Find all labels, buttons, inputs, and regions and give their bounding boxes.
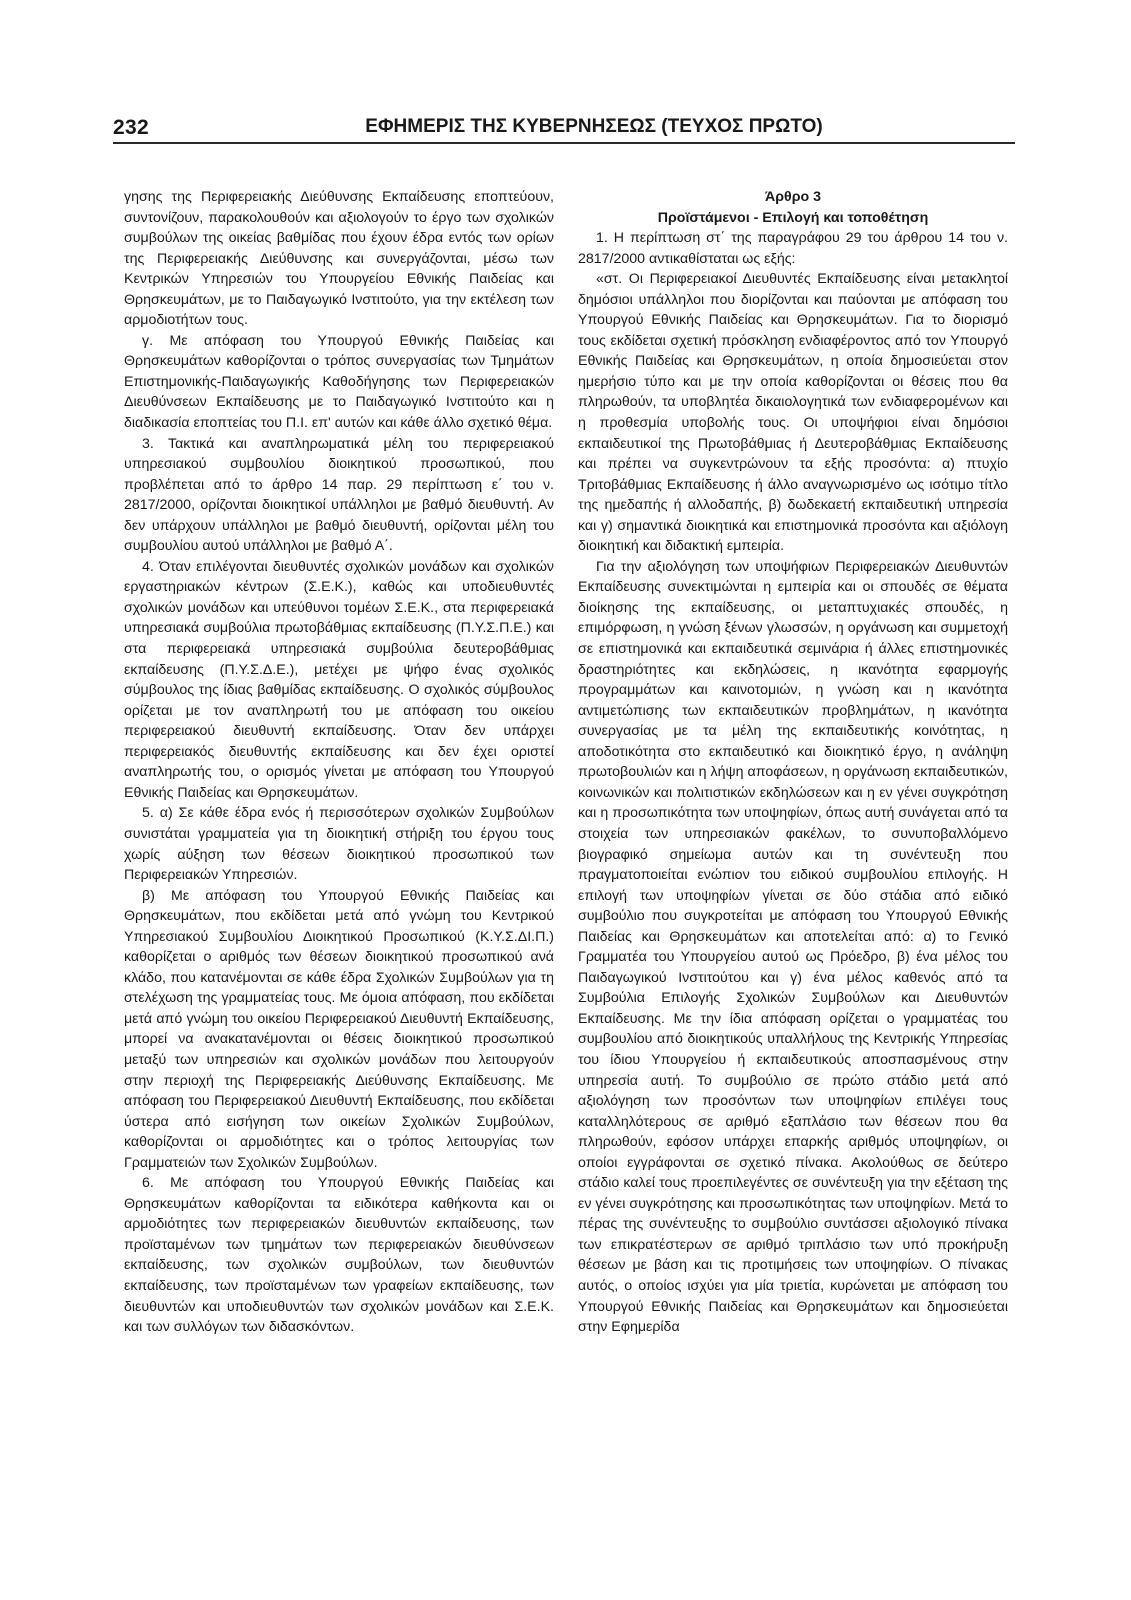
paragraph: γ. Με απόφαση του Υπουργού Εθνικής Παιδείας και Θρησκευμάτων καθορίζονται ο τρόπος συνεργασίας των Τμημάτων Επιστημονικής-Παιδαγωγικής Καθοδήγησης των Περιφερειακών Διευθύνσεων Εκπαίδευσης με το Παιδαγωγικό Ινστιτούτο και η διαδικασία εποπτείας του Π.Ι. επ' αυτών και κάθε άλλο σχετικό θέμα. — [124, 332, 554, 432]
right-column — [578, 187, 1008, 1338]
paragraph: Για την αξιολόγηση των υποψήφιων Περιφερειακών Διευθυντών Εκπαίδευσης συνεκτιμώνται η εμπειρία και οι σπουδές σε θέματα διοίκησης της εκπαίδευσης, οι μεταπτυχιακές σπουδές, η επιμόρφωση, η γνώση ξένων γλωσσών, η οργάνωση και συμμετοχή σε επιστημονικά και εκπαιδευτικά σεμινάρια ή άλλες επιστημονικές δραστηριότητες και εκδηλώσεις, η ικανότητα εφαρμογής προγραμμάτων και καινοτομιών, η γνώση και η ικανότητα αντιμετώπισης των εκπαιδευτικών προβλημάτων, η ικανότητα συνεργασίας με τα μέλη της εκπαιδευτικής κοινότητας, η αποδοτικότητα στο εκπαιδευτικό και διοικητικό έργο, η ανάληψη πρωτοβουλιών και η λήψη αποφάσεων, η οργάνωση εκπαιδευτικών, κοινωνικών και πολιτιστικών εκδηλώσεων και η εν γένει συγκρότηση και η προσωπικότητα των υποψηφίων, όπως αυτή συνάγεται από τα στοιχεία των υπηρεσιακών φακέλων, το συνυποβαλλόμενο βιογραφικό σημείωμα αυτών και τη συνέντευξη που πραγματοποιείται ενώπιον του ειδικού συμβουλίου επιλογής. Η επιλογή των υποψηφίων γίνεται σε δύο στάδια από ειδικό συμβούλιο που συγκροτείται με απόφαση του Υπουργού Εθνικής Παιδείας και Θρησκευμάτων και αποτελείται από: α) το Γενικό Γραμματέα του Υπουργείου αυτού ως Πρόεδρο, β) ένα μέλος του Παιδαγωγικού Ινστιτούτου και γ) ένα μέλος καθενός από τα Συμβούλια Επιλογής Σχολικών Συμβούλων και Διευθυντών Εκπαίδευσης. Με την ίδια απόφαση ορίζεται ο γραμματέας του συμβουλίου από διοικητικούς υπαλλήλους της Κεντρικής Υπηρεσίας του ίδιου Υπουργείου ή εκπαιδευτικούς αποσπασμένους στην υπηρεσία αυτή. Το συμβούλιο σε πρώτο στάδιο μετά από αξιολόγηση των προσόντων των υποψηφίων επιλέγει τους καταλληλότερους σε αριθμό εξαπλάσιο των θέσεων που θα πληρωθούν, εφόσον υπάρχει επαρκής αριθμός υποψηφίων, οι οποίοι εγγράφονται σε σχετικό πίνακα. Ακολούθως σε δεύτερο στάδιο καλεί τους προεπιλεγέντες σε συνέντευξη για την εξέταση της εν γένει συγκρότησης και προσωπικότητας των υποψηφίων. Μετά το πέρας της συνέντευξης το συμβούλιο συντάσσει αξιολογικό πίνακα των επικρατέστερων σε αριθμό τριπλάσιο των υπό προκήρυξη θέσεων με βάση και τις προτιμήσεις των υποψηφίων. Ο πίνακας αυτός, ο οποίος ισχύει για μία τριετία, κυρώνεται με απόφαση του Υπουργού Εθνικής Παιδείας και Θρησκευμάτων και δημοσιεύεται στην Εφημερίδα — [578, 558, 1008, 1336]
gazette-title: ΕΦΗΜΕΡΙΣ ΤΗΣ ΚΥΒΕΡΝΗΣΕΩΣ (ΤΕΥΧΟΣ ΠΡΩΤΟ) — [365, 116, 823, 137]
paragraph: 1. Η περίπτωση στ΄ της παραγράφου 29 του άρθρου 14 του ν. 2817/2000 αντικαθίσταται ως εξής: — [578, 230, 1008, 267]
page-number: 232 — [113, 116, 149, 139]
page-header — [113, 116, 1015, 144]
article-title: Προϊστάμενοι - Επιλογή και τοποθέτηση — [657, 209, 929, 226]
paragraph: «στ. Οι Περιφερειακοί Διευθυντές Εκπαίδευσης είναι μετακλητοί δημόσιοι υπάλληλοι που διορίζονται και παύονται με απόφαση του Υπουργού Εθνικής Παιδείας και Θρησκευμάτων. Για το διορισμό τους εκδίδεται σχετική πρόσκληση ενδιαφέροντος από τον Υπουργό Εθνικής Παιδείας και Θρησκευμάτων, η οποία δημοσιεύεται στον ημερήσιο τύπο και με την οποία καθορίζονται οι θέσεις που θα πληρωθούν, τα υποβλητέα δικαιολογητικά των ενδιαφερομένων και η προθεσμία υποβολής τους. Οι υποψήφιοι είναι δημόσιοι εκπαιδευτικοί της Πρωτοβάθμιας ή Δευτεροβάθμιας Εκπαίδευσης και πρέπει να συγκεντρώνουν τα εξής προσόντα: α) πτυχίο Τριτοβάθμιας Εκπαίδευσης ή άλλο αναγνωρισμένο ως ισότιμο τίτλο της ημεδαπής ή αλλοδαπής, β) δωδεκαετή εκπαιδευτική υπηρεσία και γ) σημαντικά διοικητικά και επιστημονικά προσόντα και αξιόλογη διοικητική και διδακτική εμπειρία. — [578, 271, 1008, 555]
paragraph: 4. Όταν επιλέγονται διευθυντές σχολικών μονάδων και σχολικών εργαστηριακών κέντρων (Σ.Ε.Κ.), καθώς και υποδιευθυντές σχολικών μονάδων και υπεύθυνοι τομέων Σ.Ε.Κ., στα περιφερειακά υπηρεσιακά συμβούλια πρωτοβάθμιας εκπαίδευσης (Π.Υ.Σ.Π.Ε.) και στα περιφερειακά υπηρεσιακά συμβούλια δευτεροβάθμιας εκπαίδευσης (Π.Υ.Σ.Δ.Ε.), μετέχει με ψήφο ένας σχολικός σύμβουλος της ίδιας βαθμίδας εκπαίδευσης. Ο σχολικός σύμβουλος ορίζεται με τον αναπληρωτή του με απόφαση του οικείου περιφερειακού διευθυντή εκπαίδευσης. Όταν δεν υπάρχει περιφερειακός διευθυντής εκπαίδευσης και δεν έχει οριστεί αναπληρωτής του, ο ορισμός γίνεται με απόφαση του Υπουργού Εθνικής Παιδείας και Θρησκευμάτων. — [124, 558, 554, 801]
paragraph: β) Με απόφαση του Υπουργού Εθνικής Παιδείας και Θρησκευμάτων, που εκδίδεται μετά από γνώμη του Κεντρικού Υπηρεσιακού Συμβουλίου Διοικητικού Προσωπικού (Κ.Υ.Σ.ΔΙ.Π.) καθορίζεται ο αριθμός των θέσεων διοικητικού προσωπικού ανά κλάδο, που κατανέμονται σε κάθε έδρα Σχολικών Συμβούλων για τη στελέχωση της γραμματείας τους. Με όμοια απόφαση, που εκδίδεται μετά από γνώμη του οικείου Περιφερειακού Διευθυντή Εκπαίδευσης, μπορεί να ανακατανέμονται οι θέσεις διοικητικού προσωπικού μεταξύ των υπηρεσιών και σχολικών μονάδων που λειτουργούν στην περιοχή της Περιφερειακής Διεύθυνσης Εκπαίδευσης. Με απόφαση του Περιφερειακού Διευθυντή Εκπαίδευσης, που εκδίδεται ύστερα από εισήγηση των οικείων Σχολικών Συμβούλων, καθορίζονται οι αρμοδιότητες και ο τρόπος λειτουργίας των Γραμματειών των Σχολικών Συμβούλων. — [124, 887, 554, 1171]
article-number: Άρθρο 3 — [765, 189, 821, 205]
paragraph: 3. Τακτικά και αναπληρωματικά μέλη του περιφερειακού υπηρεσιακού συμβουλίου διοικητικού προσωπικού, που προβλέπεται από το άρθρο 14 παρ. 29 περίπτωση ε΄ του ν. 2817/2000, ορίζονται διοικητικοί υπάλληλοι με βαθμό διευθυντή. Αν δεν υπάρχουν υπάλληλοι με βαθμό διευθυντή, ορίζονται μέλη του συμβουλίου αυτού υπάλληλοι με βαθμό Α΄. — [124, 435, 554, 555]
header-divider — [113, 142, 1015, 144]
paragraph: 5. α) Σε κάθε έδρα ενός ή περισσότερων σχολικών Συμβούλων συνιστάται γραμματεία για τη διοικητική στήριξη του έργου τους χωρίς αύξηση των θέσεων διοικητικού προσωπικού των Περιφερειακών Υπηρεσιών. — [124, 805, 554, 884]
paragraph: γησης της Περιφερειακής Διεύθυνσης Εκπαίδευσης εποπτεύουν, συντονίζουν, παρακολουθούν και αξιολογούν το έργο των σχολικών συμβούλων της οικείας βαθμίδας που έχουν έδρα εντός των ορίων της Περιφερειακής Διεύθυνσης και συνεργάζονται, μέσω των Κεντρικών Υπηρεσιών του Υπουργείου Εθνικής Παιδείας και Θρησκευμάτων, με το Παιδαγωγικό Ινστιτούτο, για την εκτέλεση των αρμοδιοτήτων τους. — [124, 189, 554, 329]
paragraph: 6. Με απόφαση του Υπουργού Εθνικής Παιδείας και Θρησκευμάτων καθορίζονται τα ειδικότερα καθήκοντα και οι αρμοδιότητες των περιφερειακών διευθυντών εκπαίδευσης, των προϊσταμένων των τμημάτων των περιφερειακών διευθύνσεων εκπαίδευσης, των σχολικών συμβούλων, των διευθυντών εκπαίδευσης, των προϊσταμένων των γραφείων εκπαίδευσης, των διευθυντών και υποδιευθυντών των σχολικών μονάδων και Σ.Ε.Κ. και των συλλόγων των διδασκόντων. — [124, 1175, 554, 1336]
left-column — [124, 187, 554, 1338]
